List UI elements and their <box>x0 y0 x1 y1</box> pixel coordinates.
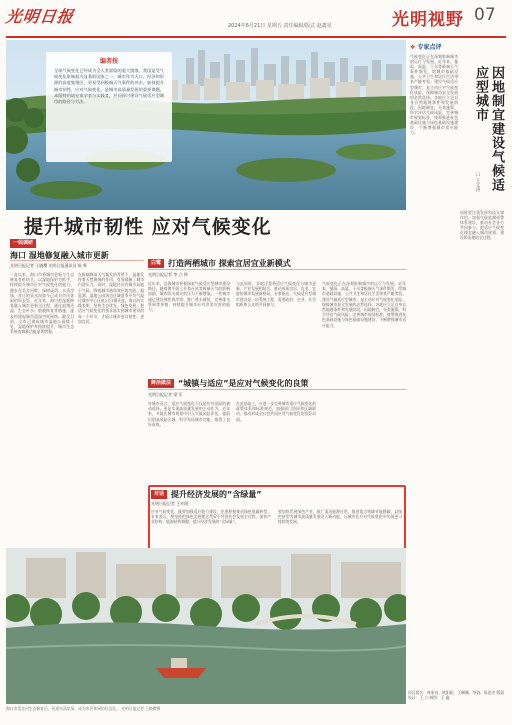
article1-rule <box>10 260 144 261</box>
editor-note-title: 编者按 <box>99 58 118 65</box>
article3-byline: 光明日报记者 梁 军 <box>148 392 183 397</box>
tag-marker-icon: ❖ <box>410 44 418 51</box>
article1-col-b: 在极端降雨天气频发的背景下，湿地发挥着天然海绵的作用，有效缓解了城市内涝压力。同时，湿地还具有调节局地小气候、降低城市热岛效应的功能。据监测，湿地公园周边区域夏季平均气温比城市中心区低2至3摄氏度。海口的实践表明，坚持生态优先、绿色发展，把适应气候变化的要求落实到城市建设的每一个环节，才能让城市更具韧性、更加宜居。 <box>78 272 144 324</box>
expert-tag <box>408 42 506 51</box>
page-credits: 项目组名：林家亮、欧阳振、王琳娜、李骁、陈思杰 版面设计：王 立 制图：王 鑫 <box>408 690 505 700</box>
article2-col-b: 与此同时，各地注重将适应气候变化与城市更新、产业发展相结合，推动形成宜居、宜业、宜游的城市发展新格局。专家指出，气候适应型城市建设是一项系统工程，需要政府、企业、社会组织和公众的共同参与。 <box>236 281 316 307</box>
article2-col-a: 近年来，沿海城市积极探索气候适应型城市建设路径。随着海平面上升和台风等极端天气的影响加剧，城市防灾减灾的压力不断增加。一些城市通过建设弹性海岸带、推广透水铺装、完善排水管网等举措，持续提升城市应对洪涝灾害的能力。 <box>148 281 230 313</box>
article4-col-b: 要加快发展绿色产业，推广清洁能源应用，推进重点领域节能降碳，以绿色转型为城市高质量发展注入新动能，让城市在应对气候变化中实现更可持续的发展。 <box>278 509 402 525</box>
article2-tag: 白鹭 <box>148 259 164 268</box>
expert-title: 因地制宜建设气候适应型城市 <box>473 66 504 192</box>
masthead-rule <box>6 36 506 38</box>
date-line: 2024年6月21日 星期五 责任编辑/版式 赵鑫星 <box>228 23 332 29</box>
article4-byline: 光明日报记者 王亦阳 <box>151 501 189 506</box>
article3-col-a: 对城市而言，适应气候变化不仅是应对风险的被动选择，更是实现高质量发展的主动作为。近年来，多地在城市规划中引入气候风险评估，提前识别高风险区域，科学布局城市功能，取得了良好成效。 <box>148 401 230 427</box>
article2-col-c: 气候变化正在深刻影响城市的运行与发展。近年来，暴雨、高温、干旱等极端天气事件频发，给城市基础设施、公共卫生和居民生活带来严峻考验。建设气候适应型城市，是主动应对气候变化风险、保障城市安全发展的必然选择。各地应立足自身自然地理条件和发展阶段，因地制宜，分类施策，科学评估气候风险，完善城市规划标准，统筹推进灰色基础设施与绿色基础设施建设，不断增强城市适应能力。 <box>322 281 406 328</box>
article4-header <box>151 489 262 499</box>
article3-header <box>148 378 309 388</box>
article1-tag: 一线调研 <box>10 239 36 248</box>
main-headline: 提升城市韧性 应对气候变化 <box>24 216 272 238</box>
bottom-photo-caption: 海口市美舍河生态修复后，河道水清岸绿，成为市民休闲的好去处。 光明日报记者 王晓樱摄 <box>6 706 161 711</box>
expert-text-a: 气候变化正在深刻影响城市的运行与发展。近年来，暴雨、高温、干旱等极端天气事件频发，给城市基础设施、公共卫生和居民生活带来严峻考验。建设气候适应型城市，是主动应对气候变化风险、保障城市安全发展的必然选择。各地应立足自身自然地理条件和发展阶段，因地制宜，分类施策，科学评估气候风险，完善城市规划标准，统筹推进灰色基础设施与绿色基础设施建设，不断增强城市适应能力。 <box>410 54 458 136</box>
article2-header <box>148 258 291 268</box>
editor-note <box>46 52 172 162</box>
section-name: 光明视野 <box>392 10 464 30</box>
expert-tag-label: 专家点评 <box>417 44 442 51</box>
article1-header <box>10 238 36 248</box>
article4-col-a: 应对气候变化，既要加强适应能力建设，也要积极推动绿色低碳转型。专家表示，要坚持把绿色发展理念贯穿于经济社会发展全过程，加快产业结构、能源结构调整，提升经济发展的“含绿量”。 <box>151 509 271 525</box>
article4-title: 提升经济发展的“含绿量” <box>171 489 262 499</box>
expert-text-b: 同时要注重发挥科技支撑作用，加强气候监测预警体系建设，推动社会各方共同参与，把适应气候变化理念融入城市规划、建设和治理的全过程。 <box>460 210 504 241</box>
article4-tag: 对话 <box>151 490 167 499</box>
article2-rule <box>148 269 406 270</box>
article2-title: 打造两栖城市 探索宜居宜业新模式 <box>168 258 291 268</box>
article1-col-a: 一直以来，海口市将城市更新与生态修复有机结合，以湿地保护为抓手，持续提升城市应对气候变化的能力。漫步在美舍河畔，绿树成荫、水清岸绿，昔日的臭水沟如今已成为市民休闲的好去处。近年来，海口把湿地修复融入城市更新全过程，通过退塘还湿、生态补水、植被恢复等措施，逐步构建起城市蓝绿空间网络。截至目前，全市已建成城市湿地公园数十处，湿地保护率持续提升，城市生态系统的调蓄功能显著增强。 <box>10 272 74 335</box>
article3-title: “城镇与适应”是应对气候变化的良策 <box>178 378 309 388</box>
page-number: 07 <box>474 5 496 25</box>
article2-byline: 光明日报记者 李 立 钟 <box>148 272 188 277</box>
article1-title: 海口 湿地修复融入城市更新 <box>10 251 109 260</box>
river-illustration <box>6 548 406 704</box>
editor-note-body: 全球气候变化已经成为全人类面临的重大挑战。我国是受气候变化影响最为显著的国家之一，城市作为人口、经济和资源的高度集聚区，更易受到极端天气事件的冲击。如何提升城市韧性、应对气候变化，是城市高质量发展的重要课题。本版特约请专家学者与实践者，共同探讨建设气候适应型城市的路径与方法。 <box>54 68 164 105</box>
article3-col-b: 在此基础上，应进一步完善城市适应气候变化的政策体系和标准规范，加强部门协同和区域联动，推动形成全社会共同应对气候变化的良好局面。 <box>236 401 316 422</box>
expert-column <box>408 42 506 300</box>
article1-byline: 光明日报记者 王晓樱 光明日报通讯员 陈 辉 <box>10 263 88 268</box>
newspaper-logo: 光明日报 <box>4 7 76 26</box>
expert-author: 口 王文涛 <box>475 172 480 192</box>
masthead <box>0 0 512 38</box>
article3-tag: 鲜活做法 <box>148 379 174 388</box>
bottom-photo <box>6 548 406 704</box>
